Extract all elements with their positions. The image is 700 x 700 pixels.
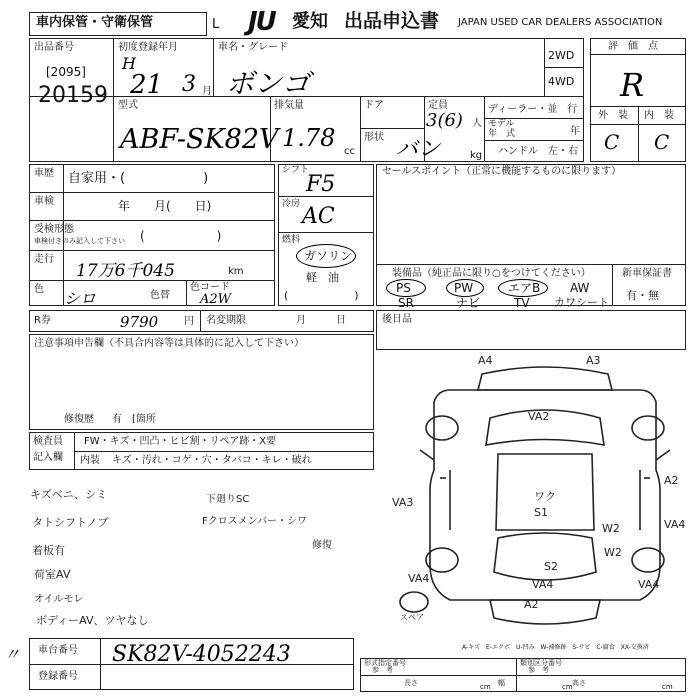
recycle-unit: 円: [184, 316, 194, 327]
registration-era: H: [122, 54, 136, 73]
name-change-value: 月 日: [296, 315, 346, 326]
warranty-options: 有・無: [626, 289, 659, 302]
diag-label-w2a: W2: [602, 522, 620, 535]
hand-note-3: 着板有: [32, 544, 65, 557]
car-name-label: 車名・グレード: [218, 42, 288, 53]
color-swap-label: 色替: [150, 290, 170, 301]
diag-label-a4-top: A4: [478, 354, 493, 367]
shift-value: F5: [306, 172, 336, 197]
dealer-year: 年 式: [488, 129, 516, 139]
registration-month: 3: [182, 72, 196, 97]
diag-label-a2-bottom: A2: [524, 598, 539, 611]
interior-grade: C: [654, 130, 670, 154]
fuel-circle: [296, 244, 356, 268]
cert-unit-1: cm: [480, 683, 491, 691]
hand-note-6: ボディーAV、ツヤなし: [36, 614, 149, 627]
registration-year: 21: [130, 70, 164, 100]
aftermarket-box: [376, 310, 686, 350]
mileage-unit: km: [228, 266, 244, 277]
repair-label: 修復歴: [64, 414, 94, 425]
repair-value: 有 [箇所: [112, 414, 156, 425]
registration-label: 初度登録年月: [118, 42, 178, 53]
equip-pw: PW: [454, 281, 474, 295]
acceptance-label: 受検形態: [34, 224, 74, 235]
color-code-label: 色コード: [190, 282, 230, 293]
equip-airbag: エアB: [508, 281, 541, 295]
recycle-label: R券: [34, 315, 51, 326]
equipment-label: 装備品（純正品に限り○をつけてください）: [392, 268, 591, 279]
inspector-label-1: 検査員: [33, 436, 63, 447]
equip-aw: AW: [570, 281, 590, 295]
shape-value: バン: [396, 137, 441, 162]
diag-label-a3: A3: [586, 354, 601, 367]
hand-note-4: 荷室AV: [34, 568, 71, 581]
diag-label-va4-left: VA4: [408, 572, 430, 585]
acceptance-paren: ( ): [140, 229, 222, 243]
fuel-paren: ( ): [284, 289, 359, 302]
inspection-value: 年 月( 日): [118, 199, 212, 213]
hand-note-1: キズベニ、シミ: [30, 488, 108, 501]
dealer-line1: ディーラー・並 行: [488, 104, 578, 115]
sales-point-label: セールスポイント（正常に機能するものに限ります）: [382, 166, 622, 177]
color-label: 色: [34, 284, 44, 295]
fuel-diesel: 軽 油: [306, 271, 339, 284]
lot-number: 20159: [38, 83, 108, 108]
drive-4wd: 4WD: [548, 75, 575, 88]
mileage-value: 17万6千045: [76, 261, 175, 281]
diag-label-a2-right: A2: [664, 474, 679, 487]
aftermarket-label: 後日品: [382, 314, 412, 325]
registration-month-unit: 月: [202, 86, 212, 97]
equip-tv: TV: [514, 296, 530, 310]
cert-unit-3: cm: [662, 683, 673, 691]
diagram-legend: A-キズ E-エクボ U-凹み W-補修跡 S-サビ C-腐食 XX-交換済: [462, 644, 649, 651]
diag-label-va3: VA3: [392, 496, 414, 509]
lot-label: 出品番号: [34, 42, 74, 53]
cert-unit-2: cm: [562, 683, 573, 691]
check-mark-icon: 〃: [4, 645, 21, 664]
cert-ref-2: 参 考: [528, 666, 549, 674]
cert-ref-1: 参 考: [372, 666, 393, 674]
diag-label-va4-right: VA4: [664, 518, 686, 531]
diag-label-w2b: W2: [604, 546, 622, 559]
equip-airbag-circle: [498, 279, 548, 297]
equip-sr: SR: [398, 296, 414, 310]
ac-value: AC: [302, 204, 335, 229]
displacement-value: 1.78: [282, 124, 336, 152]
dealer-year-unit: 年: [570, 126, 580, 137]
fuel-label: 燃料: [282, 235, 301, 245]
capacity-unit: 人: [472, 118, 482, 129]
equip-ps-circle: [386, 279, 426, 297]
model-label: 型式: [118, 100, 138, 111]
history-value: 自家用・( ): [68, 171, 209, 186]
inspector-row2-label: 内装: [80, 455, 100, 466]
lot-bracket: [2095]: [46, 65, 86, 79]
hand-note-r2: Fクロスメンバー・シワ: [202, 516, 308, 527]
inspector-label-2: 記入欄: [33, 452, 63, 463]
association-name: JAPAN USED CAR DEALERS ASSOCIATION: [458, 17, 663, 28]
chassis-value: SK82V-4052243: [112, 642, 291, 667]
displacement-unit: cc: [344, 146, 355, 157]
inspector-row2: キズ・汚れ・コゲ・穴・タバコ・キレ・破れ: [112, 455, 312, 466]
inspection-label: 車検: [34, 196, 54, 207]
exterior-label: 外 装: [598, 110, 628, 121]
cert-label-1: 形式指定番号: [364, 659, 406, 667]
cert-width: 幅: [498, 679, 505, 687]
shape-label: 形状: [364, 132, 384, 143]
equip-seat: カワシート: [554, 296, 609, 309]
color-value: シロ: [64, 289, 97, 308]
diag-label-va2: VA2: [528, 410, 550, 423]
handle-label: ハンドル 左・右: [498, 146, 578, 157]
color-code-value: A2W: [200, 292, 232, 307]
diag-label-center: ワク: [534, 490, 556, 503]
drive-2wd: 2WD: [548, 49, 575, 62]
model-value: ABF-SK82V: [120, 124, 279, 155]
mileage-label: 走行: [34, 254, 54, 265]
storage-label: 車内保管・守衛保管: [36, 15, 154, 30]
fuel-gasoline: ガソリン: [304, 249, 353, 263]
cert-length: 長さ: [404, 679, 418, 687]
history-label: 車歴: [34, 168, 54, 179]
diag-label-va4-bottom: VA4: [532, 578, 554, 591]
weight-unit: kg: [470, 150, 483, 161]
diag-label-va4-br: VA4: [638, 578, 660, 591]
dealer-model: モデル: [488, 119, 515, 129]
cert-height: 高さ: [572, 679, 586, 687]
chassis-label: 車台番号: [38, 645, 78, 656]
diag-label-s2: S2: [544, 560, 558, 573]
rating-label: 評 価 点: [608, 41, 658, 52]
hand-note-5: オイルモレ: [34, 594, 84, 605]
ac-label: 冷房: [282, 199, 301, 209]
shift-label: シフト: [282, 165, 310, 175]
interior-label: 内 装: [644, 110, 674, 121]
name-change-label: 名変期限: [206, 315, 246, 326]
hand-note-r1: 下廻りSC: [206, 494, 250, 505]
equip-pw-circle: [446, 279, 484, 297]
doc-title: 出品申込書: [344, 10, 440, 32]
car-name-value: ボンゴ: [226, 67, 311, 100]
diag-label-s1: S1: [534, 506, 548, 519]
inspector-row1: FW・キズ・凹凸・ヒビ割・リペア跡・X要: [84, 436, 277, 447]
capacity-label: 定員: [428, 100, 448, 111]
exterior-grade: C: [604, 130, 620, 154]
org-name: 愛知: [292, 11, 328, 32]
hand-note-2: タトシフトノブ: [32, 516, 109, 529]
doors-label: ドア: [364, 100, 384, 111]
displacement-label: 排気量: [274, 100, 304, 111]
cert-label-2: 類別区分番号: [520, 659, 562, 667]
ju-logo: JU: [248, 7, 275, 37]
recycle-amount: 9790: [120, 313, 159, 331]
equip-navi: ナビ: [456, 296, 481, 310]
warranty-label: 新車保証書: [622, 268, 672, 279]
reg-label: 登録番号: [38, 671, 78, 682]
notes-label: 注意事項申告欄（不具合内容等は具体的に記入して下さい）: [34, 338, 304, 349]
acceptance-note: 車検付きのみ記入して下さい: [34, 237, 125, 245]
storage-suffix: L: [212, 17, 220, 32]
rating-score: R: [620, 66, 645, 104]
hand-note-r3: 修復: [312, 540, 332, 551]
equip-ps: PS: [396, 281, 411, 295]
spare-label: スペア: [400, 613, 424, 622]
capacity-value: 3(6): [426, 110, 463, 131]
